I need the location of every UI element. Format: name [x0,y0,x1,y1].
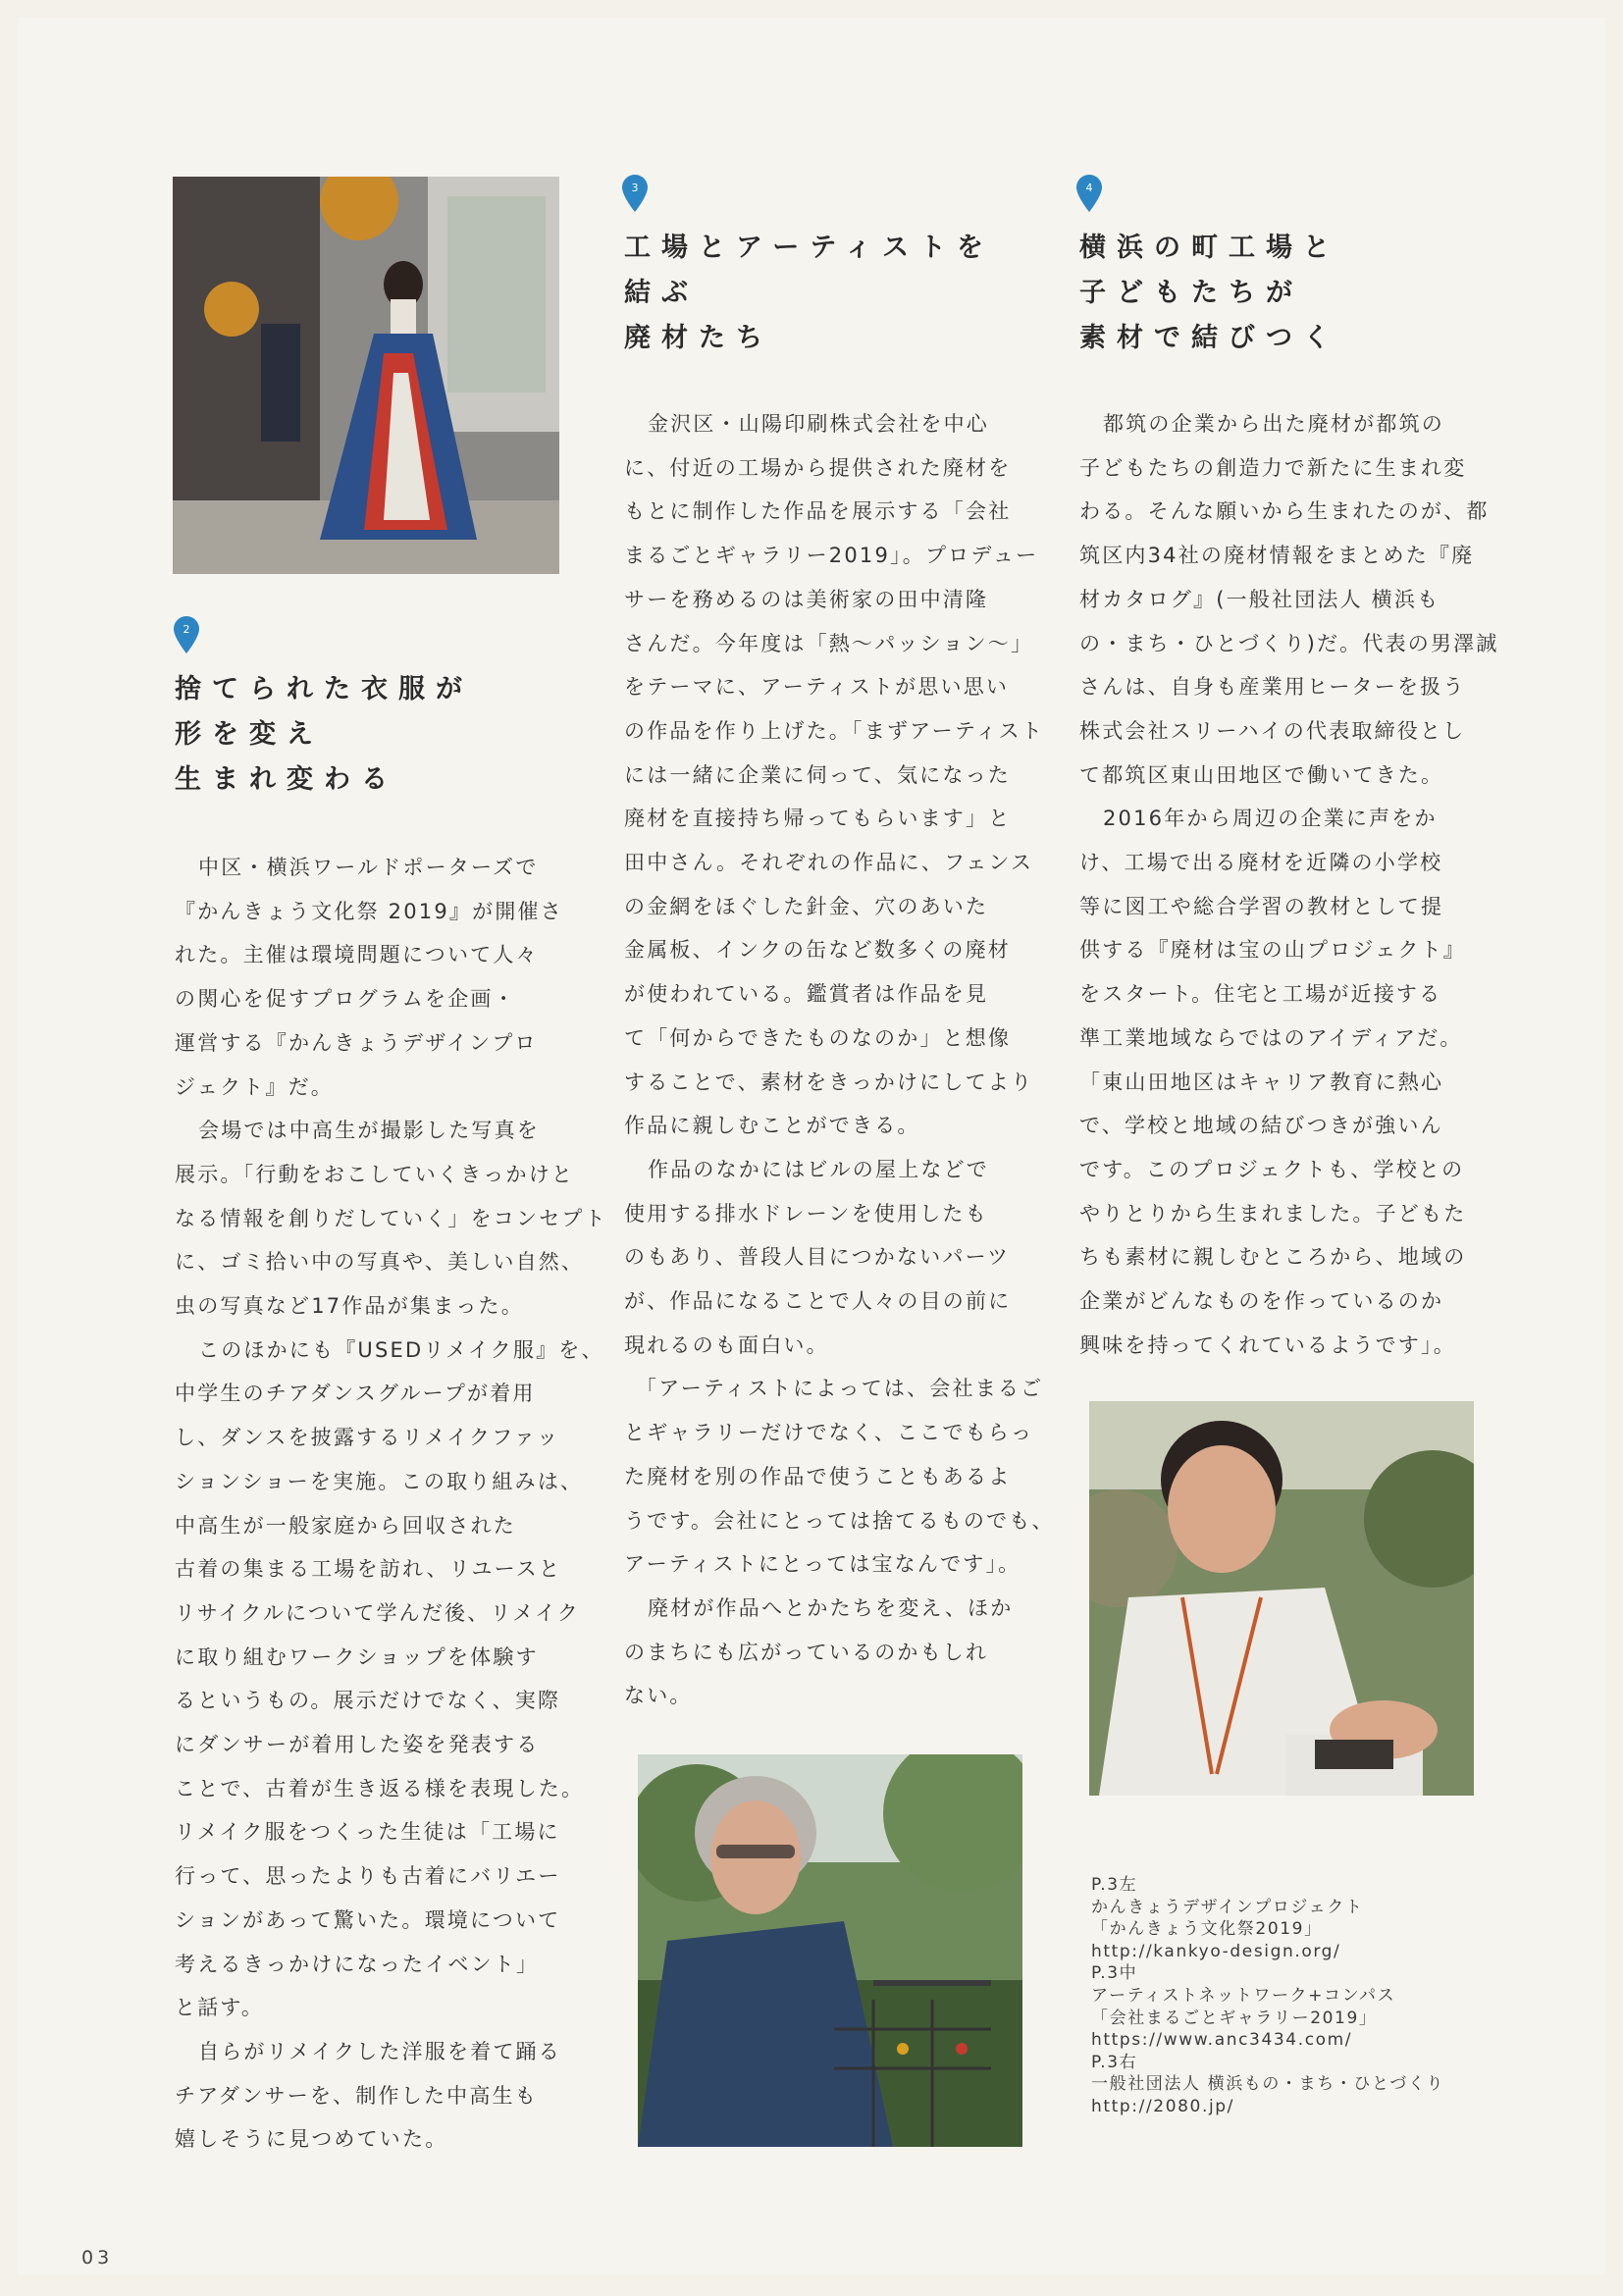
section-3-heading [624,226,994,361]
credit-label: P.3右 [1091,2052,1138,2072]
body-text-line: のもあり、普段人目につかないパーツ [624,1245,1011,1270]
body-text-line: に、付近の工場から提供された廃材を [624,455,1012,480]
section-2-body [175,846,607,2162]
heading-line: 生まれ変わる [175,764,398,795]
heading-line: 素材で結びつく [1079,323,1340,353]
body-text-line: をスタート。住宅と工場が近接する [1079,982,1442,1007]
credit-url-link[interactable]: http://2080.jp/ [1091,2096,1234,2116]
body-text-line: さんは、自身も産業用ヒーターを扱う [1079,675,1466,700]
heading-line: 廃材たち [624,323,773,353]
body-text-line: ない。 [624,1684,693,1708]
body-text-line: には一緒に企業に伺って、気になった [624,762,1011,787]
location-pin-icon [174,616,199,653]
body-text-line: 考えるきっかけになったイベント」 [175,1952,540,1976]
heading-line: 形を変え [175,719,324,750]
page-number: 03 [81,2247,114,2269]
body-text-line: 筑区内34社の廃材情報をまとめた『廃 [1079,544,1475,568]
representative-photo [1089,1401,1474,1796]
credit-line: 一般社団法人 横浜もの・まち・ひとづくり [1091,2074,1445,2095]
svg-text:3: 3 [631,182,639,194]
body-text-line: 田中さん。それぞれの作品に、フェンス [624,851,1034,875]
section-2-heading [175,667,473,803]
body-text-line: わる。そんな願いから生まれたのが、都 [1079,499,1490,524]
body-text-line: 作品に親しむことができる。 [624,1114,920,1138]
body-text-line: ションがあって驚いた。環境について [175,1907,561,1932]
body-text-line: のまちにも広がっているのかもしれ [624,1640,989,1664]
section-3-body [624,402,1055,1718]
heading-line: 結ぶ [624,278,699,308]
body-text-line: です。このプロジェクトも、学校との [1079,1157,1465,1181]
body-text-line: アーティストにとっては宝なんです」。 [624,1552,1021,1577]
body-text-line: て「何からできたものなのか」と想像 [624,1025,1012,1050]
body-text-line: 現れるのも面白い。 [624,1332,829,1357]
body-text-line: て都筑区東山田地区で働いてきた。 [1079,762,1444,787]
body-text-line: このほかにも『USEDリメイク服』を、 [198,1337,604,1362]
body-text-line: 子どもたちの創造力で新たに生まれ変 [1079,455,1467,480]
body-text-line: の作品を作り上げた。「まずアーティスト [624,718,1044,743]
credit-label: P.3中 [1091,1963,1138,1984]
body-text-line: 等に図工や総合学習の教材として提 [1079,894,1444,918]
body-text-line: 金沢区・山陽印刷株式会社を中心 [648,412,989,436]
credit-label: P.3左 [1091,1875,1138,1895]
body-text-line: 行って、思ったよりも古着にバリエー [175,1864,561,1889]
body-text-line: 「アーティストによっては、会社まるご [636,1377,1044,1401]
body-text-line: 金属板、インクの缶など数多くの廃材 [624,938,1011,963]
body-text-line: まるごとギャラリー2019」。プロデュー [624,544,1039,568]
body-text-line: 2016年から周辺の企業に声をか [1103,807,1438,831]
body-text-line: 会場では中高生が撮影した写真を [198,1119,540,1143]
body-text-line: することで、素材をきっかけにしてより [624,1070,1034,1094]
body-text-line: の・まち・ひとづくり)だ。代表の男澤誠 [1079,631,1499,655]
body-text-line: れた。主催は環境問題について人々 [175,943,539,967]
body-text-line: もとに制作した作品を展示する「会社 [624,499,1012,524]
body-text-line: さんだ。今年度は「熱〜パッション〜」 [624,631,1034,655]
section-4-body [1079,402,1499,1367]
body-text-line: 廃材が作品へとかたちを変え、ほか [648,1595,1014,1620]
credit-line: 「会社まるごとギャラリー2019」 [1091,2008,1378,2028]
body-text-line: 中区・横浜ワールドポーターズで [198,856,539,879]
body-text-line: をテーマに、アーティストが思い思い [624,675,1010,700]
body-text-line: た廃材を別の作品で使うこともあるよ [624,1464,1012,1488]
body-text-line: リメイク服をつくった生徒は「工場に [175,1820,560,1845]
credit-line: かんきょうデザインプロジェクト [1091,1897,1364,1917]
body-text-line: け、工場で出る廃材を近隣の小学校 [1079,851,1443,875]
heading-line: 横浜の町工場と [1079,233,1340,263]
body-text-line: チアダンサーを、制作した中高生も [175,2083,538,2108]
body-text-line: に、ゴミ拾い中の写真や、美しい自然、 [175,1250,585,1275]
body-text-line: うです。会社にとっては捨てるものでも、 [624,1508,1055,1533]
body-text-line: 株式会社スリーハイの代表取締役とし [1079,718,1466,743]
body-text-line: ジェクト』だ。 [175,1074,334,1099]
body-text-line: 運営する『かんきょうデザインプロ [175,1030,538,1055]
body-text-line: にダンサーが着用した姿を発表する [175,1733,540,1757]
body-text-line: ションショーを実施。この取り組みは、 [175,1469,584,1493]
heading-line: 子どもたちが [1079,278,1303,308]
body-text-line: 供する『廃材は宝の山プロジェクト』 [1079,938,1466,963]
heading-line: 工場とアーティストを [624,233,995,263]
heading-line: 捨てられた衣服が [175,674,473,704]
body-text-line: が使われている。鑑賞者は作品を見 [624,982,989,1007]
body-text-line: の金網をほぐした針金、穴のあいた [624,894,989,918]
credit-line: アーティストネットワーク+コンパス [1091,1985,1396,2006]
body-text-line: 虫の写真など17作品が集まった。 [175,1294,524,1319]
body-text-line: 廃材を直接持ち帰ってもらいます」と [624,807,1012,831]
photo-credits [1091,1874,1444,2118]
body-text-line: 作品のなかにはビルの屋上などで [648,1157,989,1181]
location-pin-icon [622,175,648,212]
section-4-heading [1079,226,1340,361]
body-text-line: やりとりから生まれました。子どもた [1079,1201,1467,1226]
body-text-line: が、作品になることで人々の目の前に [624,1289,1012,1314]
body-text-line: 「東山田地区はキャリア教育に熱心 [1079,1070,1444,1094]
body-text-line: 中学生のチアダンスグループが着用 [175,1382,536,1406]
body-text-line: ことで、古着が生き返る様を表現した。 [175,1776,585,1800]
body-text-line: 準工業地域ならではのアイディアだ。 [1079,1025,1463,1050]
body-text-line: 古着の集まる工場を訪れ、リユースと [175,1557,562,1582]
body-text-line: サーを務めるのは美術家の田中清隆 [624,587,989,611]
artist-tanaka-photo [638,1754,1022,2147]
body-text-line: なる情報を創りだしていく」をコンセプト [175,1206,607,1230]
body-text-line: 展示。「行動をおこしていくきっかけと [175,1162,575,1186]
body-text-line: で、学校と地域の結びつきが強いん [1079,1114,1443,1138]
svg-text:2: 2 [183,623,190,636]
svg-text:4: 4 [1085,182,1093,194]
body-text-line: に取り組むワークショップを体験す [175,1644,539,1669]
cheer-dancer-photo [173,177,559,574]
body-text-line: 嬉しそうに見つめていた。 [175,2127,448,2152]
body-text-line: と話す。 [175,1996,265,2020]
body-text-line: し、ダンスを披露するリメイクファッ [175,1426,560,1450]
body-text-line: とギャラリーだけでなく、ここでもらっ [624,1421,1034,1445]
body-text-line: ちも素材に親しむところから、地域の [1079,1245,1467,1270]
credit-url-link[interactable]: http://kankyo-design.org/ [1091,1941,1341,1961]
body-text-line: 企業がどんなものを作っているのか [1079,1289,1444,1314]
credit-url-link[interactable]: https://www.anc3434.com/ [1091,2030,1353,2051]
body-text-line: 自らがリメイクした洋服を着て踊る [198,2039,561,2063]
body-text-line: 『かんきょう文化祭 2019』が開催さ [175,899,563,923]
body-text-line: るというもの。展示だけでなく、実際 [175,1689,561,1713]
body-text-line: の関心を促すプログラムを企画・ [175,987,516,1012]
body-text-line: 興味を持ってくれているようです」。 [1079,1332,1456,1357]
body-text-line: リサイクルについて学んだ後、リメイク [175,1600,580,1625]
credit-line: 「かんきょう文化祭2019」 [1091,1919,1323,1940]
body-text-line: 都筑の企業から出た廃材が都筑の [1103,412,1444,436]
body-text-line: 材カタログ』(一般社団法人 横浜も [1079,587,1440,611]
body-text-line: 使用する排水ドレーンを使用したも [624,1201,988,1226]
location-pin-icon [1076,175,1102,212]
body-text-line: 中高生が一般家庭から回収された [175,1513,516,1538]
